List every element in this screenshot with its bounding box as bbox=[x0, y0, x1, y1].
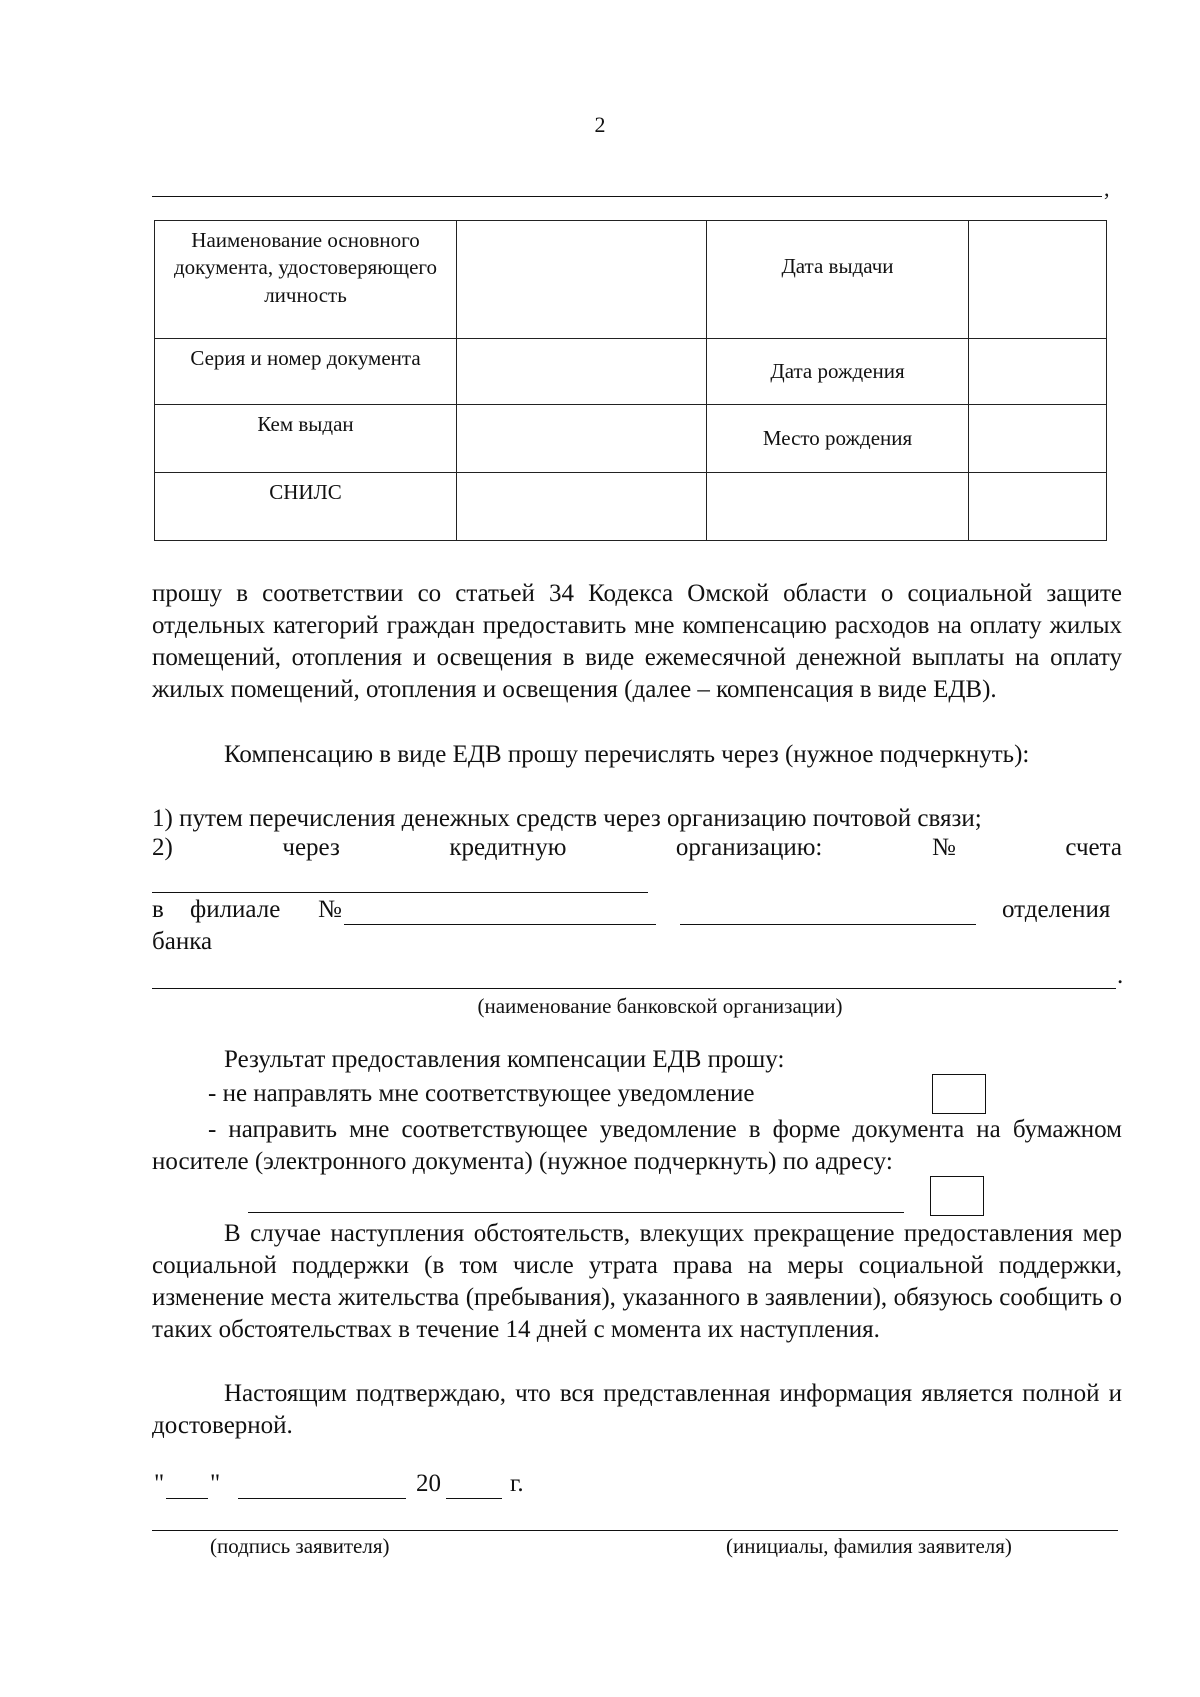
issue-date-field[interactable] bbox=[969, 221, 1107, 339]
branch-name-line[interactable] bbox=[680, 924, 976, 925]
date-year-line[interactable] bbox=[446, 1498, 502, 1499]
branch-filiale: филиале bbox=[190, 896, 281, 923]
applicant-name-line[interactable] bbox=[152, 196, 1102, 197]
transfer-paragraph: Компенсацию в виде ЕДВ прошу перечислять через (нужное подчеркнуть): bbox=[224, 741, 1030, 768]
series-number-field[interactable] bbox=[457, 339, 707, 405]
issue-date-label: Дата выдачи bbox=[707, 221, 969, 339]
branch-v: в bbox=[152, 896, 164, 923]
option2-word-kreditnuyu: кредитную bbox=[449, 834, 567, 861]
obligation-paragraph: В случае наступления обстоятельств, влекущих прекращение предоставления мер социальной поддержки (в том числе утрата права на меры социальной поддержки, изменение места жительства (пребывания), указанного в заявлении), обязуюсь сообщить о таких обстоятельствах в течение 14 дней с момента их наступления. bbox=[152, 1220, 1122, 1343]
bank-word: банка bbox=[152, 928, 213, 955]
result-option-notify: - направить мне соответствующее уведомление в форме документа на бумажном носителе (электронного документа) (нужное подчеркнуть) по адресу: bbox=[152, 1116, 1122, 1175]
series-number-label: Серия и номер документа bbox=[155, 339, 457, 405]
branch-otdeleniya: отделения bbox=[1002, 896, 1111, 923]
date-quote-close: " bbox=[210, 1470, 221, 1497]
signature-caption: (подпись заявителя) bbox=[210, 1534, 390, 1558]
snils-extra-field[interactable] bbox=[707, 473, 969, 541]
option2-number-sign: № bbox=[931, 834, 956, 861]
option-postal[interactable]: 1) путем перечисления денежных средств через организацию почтовой связи; bbox=[152, 805, 982, 832]
top-comma: , bbox=[1104, 176, 1110, 201]
date-day-line[interactable] bbox=[166, 1498, 208, 1499]
date-month-line[interactable] bbox=[238, 1498, 406, 1499]
no-notify-checkbox[interactable] bbox=[932, 1074, 986, 1114]
option2-word-scheta: счета bbox=[1065, 834, 1122, 861]
page-number: 2 bbox=[594, 112, 606, 137]
snils-field[interactable] bbox=[457, 473, 707, 541]
option2-number: 2) bbox=[152, 834, 173, 861]
bank-caption: (наименование банковской организации) bbox=[477, 994, 843, 1018]
applicant-name-caption: (инициалы, фамилия заявителя) bbox=[726, 1534, 1012, 1558]
address-line[interactable] bbox=[248, 1212, 904, 1213]
branch-number-line[interactable] bbox=[344, 924, 656, 925]
bank-period: . bbox=[1117, 962, 1124, 989]
bank-name-line[interactable] bbox=[152, 988, 1116, 989]
branch-number-sign: № bbox=[318, 896, 342, 923]
doc-name-field[interactable] bbox=[457, 221, 707, 339]
option2-word-organizaciyu: организацию: bbox=[675, 834, 823, 861]
request-paragraph: прошу в соответствии со статьей 34 Кодекса Омской области о социальной защите отдельных категорий граждан предоставить мне компенсацию расходов на оплату жилых помещений, отопления и освещения в виде ежемесячной денежной выплаты на оплату жилых помещений, отопления и освещения (далее – компенсация в виде ЕДВ). bbox=[152, 580, 1122, 703]
result-option-no-notify: - не направлять мне соответствующее уведомление bbox=[208, 1080, 755, 1107]
birth-place-field[interactable] bbox=[969, 405, 1107, 473]
date-quote-open: " bbox=[154, 1470, 165, 1497]
birth-date-field[interactable] bbox=[969, 339, 1107, 405]
issued-by-field[interactable] bbox=[457, 405, 707, 473]
option2-word-cherez: через bbox=[282, 834, 340, 861]
identity-document-table bbox=[154, 220, 1107, 541]
snils-label: СНИЛС bbox=[155, 473, 457, 541]
issued-by-label: Кем выдан bbox=[155, 405, 457, 473]
birth-place-label: Место рождения bbox=[707, 405, 969, 473]
date-year-prefix: 20 bbox=[416, 1470, 441, 1497]
result-intro: Результат предоставления компенсации ЕДВ прошу: bbox=[224, 1046, 785, 1073]
doc-name-label: Наименование основного документа, удостоверяющего личность bbox=[155, 221, 457, 339]
snils-extra-field-2[interactable] bbox=[969, 473, 1107, 541]
confirmation-paragraph: Настоящим подтверждаю, что вся представленная информация является полной и достоверной. bbox=[152, 1380, 1122, 1439]
date-year-suffix: г. bbox=[510, 1470, 524, 1497]
option-bank-row bbox=[152, 834, 1122, 862]
notify-checkbox[interactable] bbox=[930, 1176, 984, 1216]
birth-date-label: Дата рождения bbox=[707, 339, 969, 405]
account-number-line[interactable] bbox=[152, 892, 648, 893]
signature-line[interactable] bbox=[152, 1530, 1118, 1531]
